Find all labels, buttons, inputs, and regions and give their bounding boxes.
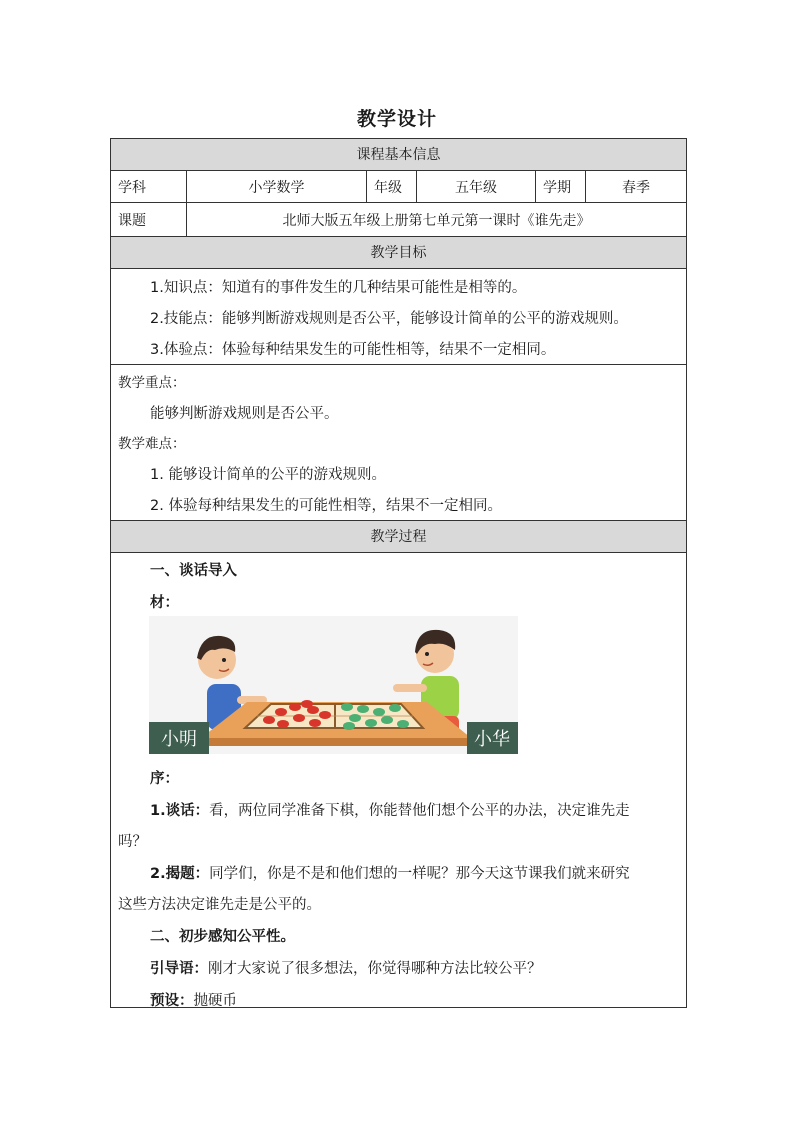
talk-paragraph xyxy=(150,799,630,820)
chess-scene-illustration xyxy=(149,616,518,754)
talk-label: 1.谈话： xyxy=(150,803,210,819)
guide-label: 引导语： xyxy=(150,961,208,977)
process-header xyxy=(111,521,686,553)
document-title: 教学设计 xyxy=(356,108,437,130)
difficult-item: 2. 体验每种结果发生的可能性相等，结果不一定相同。 xyxy=(150,498,502,514)
difficult-item: 1. 能够设计简单的公平的游戏规则。 xyxy=(150,467,386,483)
basic-info-header xyxy=(111,139,686,171)
material-label: 材： xyxy=(150,595,179,611)
section-heading: 一、谈话导入 xyxy=(150,563,237,579)
topic-row xyxy=(111,203,686,237)
topic-label: 课题 xyxy=(111,203,187,236)
guide-text: 刚才大家说了很多想法，你觉得哪种方法比较公平？ xyxy=(208,961,542,977)
guide-paragraph xyxy=(150,957,542,978)
key-points-label: 教学重点： xyxy=(118,375,186,391)
preset-text: 抛硬币 xyxy=(193,993,237,1009)
process-header-text: 教学过程 xyxy=(370,529,427,545)
key-points-section xyxy=(111,365,686,521)
topic-value: 北师大版五年级上册第七单元第一课时《谁先走》 xyxy=(282,212,591,229)
section-heading: 二、初步感知公平性。 xyxy=(150,929,295,945)
term-label: 学期 xyxy=(536,171,586,202)
preset-paragraph xyxy=(150,989,237,1010)
subject-value: 小学数学 xyxy=(187,171,367,202)
objective-item: 1.知识点：知道有的事件发生的几种结果可能性是相等的。 xyxy=(150,280,527,296)
objective-item: 3.体验点：体验每种结果发生的可能性相等，结果不一定相同。 xyxy=(150,342,556,358)
grade-label: 年级 xyxy=(367,171,417,202)
left-name-text: 小明 xyxy=(161,729,197,750)
grade-value: 五年级 xyxy=(417,171,536,202)
talk-text: 看，两位同学准备下棋，你能替他们想个公平的办法，决定谁先走 xyxy=(209,803,630,819)
term-value: 春季 xyxy=(622,179,650,196)
talk-text-cont: 吗？ xyxy=(118,834,147,850)
subject-row xyxy=(111,171,686,203)
lesson-table xyxy=(110,138,687,1008)
reveal-paragraph xyxy=(150,862,630,883)
reveal-label: 2.揭题： xyxy=(150,866,210,882)
subject-label: 学科 xyxy=(111,171,187,202)
preset-label: 预设： xyxy=(150,993,194,1009)
right-name-text: 小华 xyxy=(474,729,510,750)
reveal-text-cont: 这些方法决定谁先走是公平的。 xyxy=(118,897,321,913)
objective-item: 2.技能点：能够判断游戏规则是否公平，能够设计简单的公平的游戏规则。 xyxy=(150,311,628,327)
objectives-header xyxy=(111,237,686,269)
order-label: 序： xyxy=(150,771,179,787)
difficult-points-label: 教学难点： xyxy=(118,436,186,452)
objectives-header-text: 教学目标 xyxy=(370,245,427,261)
basic-info-header-text: 课程基本信息 xyxy=(356,147,441,163)
objectives-body xyxy=(111,269,686,365)
key-points-text: 能够判断游戏规则是否公平。 xyxy=(150,406,339,422)
reveal-text: 同学们，你是不是和他们想的一样呢？那今天这节课我们就来研究 xyxy=(209,866,630,882)
